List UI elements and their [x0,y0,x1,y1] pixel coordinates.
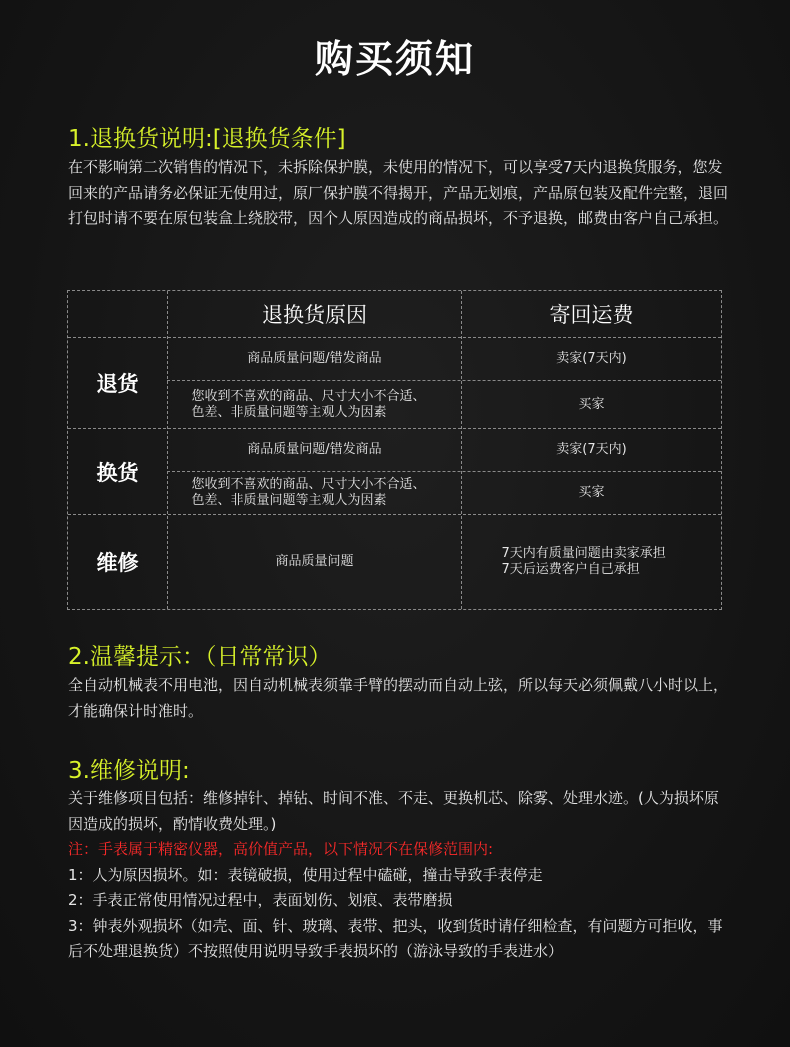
section2-heading: 2.温馨提示：（日常常识） [68,644,332,670]
section3-heading: 3.维修说明: [68,758,190,784]
section1-body [68,155,728,232]
return-label: 退货 [96,372,139,396]
exchange-shipping-seller: 卖家(7天内) [556,442,627,457]
exchange-reason-line2: 色差、非质量问题等主观人为因素 [191,493,387,508]
return-shipping-seller: 卖家(7天内) [556,351,627,366]
return-shipping-buyer: 买家 [578,396,605,412]
section2-text: 全自动机械表不用电池，因自动机械表须靠手臂的摆动而自动上弦，所以每天必须佩戴八小时以上，才能确保计时准时。 [68,676,729,720]
repair-shipping-line2: 7天后运费客户自己承担 [501,562,640,577]
section2-body [68,673,728,724]
exchange-reason-line1: 您收到不喜欢的商品、尺寸大小不合适、 [191,477,426,492]
repair-shipping-line1: 7天内有质量问题由卖家承担 [501,546,666,561]
return-reason-line1: 您收到不喜欢的商品、尺寸大小不合适、 [191,388,426,404]
repair-reason: 商品质量问题 [275,554,354,569]
exchange-label: 换货 [96,460,139,485]
return-policy-table [67,290,722,610]
repair-scope: 关于维修项目包括：维修掉针、掉钻、时间不准、不走、更换机芯、除雾、处理水迹。(人为损坏原因造成的损坏，酌情收费处理。) [68,789,719,833]
exchange-reason-quality: 商品质量问题/错发商品 [247,442,382,457]
exclusion-item-2: 2：手表正常使用情况过程中，表面划伤、划痕、表带磨损 [68,891,453,909]
section3-body [68,786,728,965]
section1-heading: 1.退换货说明:[退换货条件] [68,126,346,152]
warranty-note: 注：手表属于精密仪器，高价值产品，以下情况不在保修范围内: [68,840,494,858]
exchange-reason-subjective [168,472,461,514]
exclusion-item-1: 1：人为原因损坏。如：表镜破损，使用过程中磕碰，撞击导致手表停走 [68,865,543,884]
header-shipping: 寄回运费 [549,303,634,327]
section1-text: 在不影响第二次销售的情况下，未拆除保护膜，未使用的情况下，可以享受7天内退换货服务，您发回来的产品请务必保证无使用过，原厂保护膜不得揭开，产品无划痕，产品原包装及配件完整，退回打包时请不要在原包装盒上绕胶带，因个人原因造成的商品损坏，不予退换，邮费由客户自己承担。 [68,158,729,227]
repair-label: 维修 [96,551,139,575]
exclusion-item-3: 3：钟表外观损坏（如壳、面、针、玻璃、表带、把头，收到货时请仔细检查，有问题方可拒收，事后不处理退换货）不按照使用说明导致手表损坏的（游泳导致的手表进水） [68,916,723,960]
exchange-shipping-buyer: 买家 [578,485,605,500]
return-reason-subjective [168,381,461,428]
return-reason-line2: 色差、非质量问题等主观人为因素 [191,404,387,420]
page-title: 购买须知 [314,37,475,81]
header-reason: 退换货原因 [262,303,367,327]
repair-shipping [462,515,721,609]
return-reason-quality: 商品质量问题/错发商品 [247,351,382,366]
